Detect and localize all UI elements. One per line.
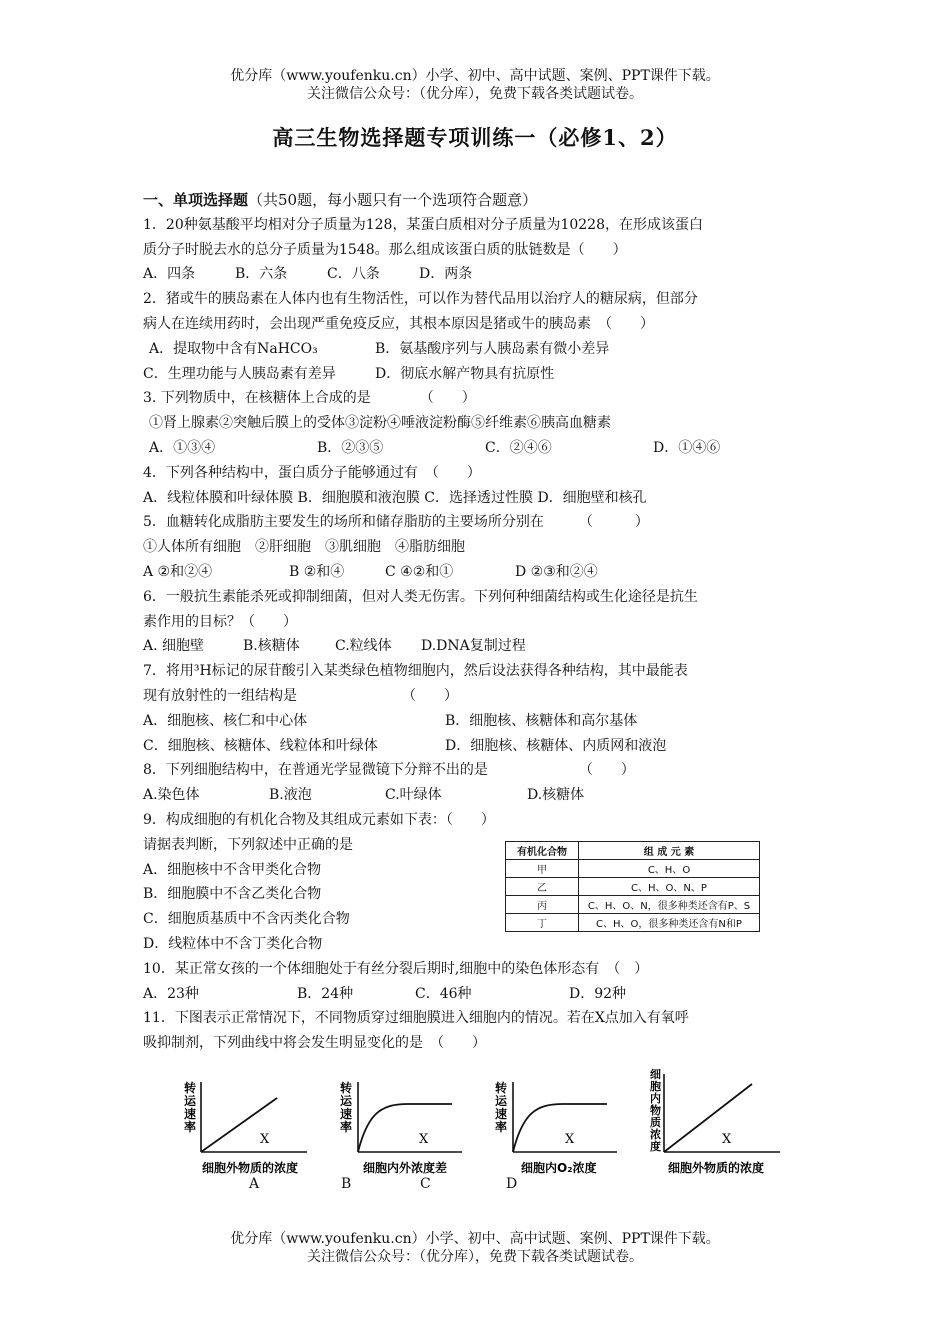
table-cell: 乙 — [506, 878, 579, 896]
q7-option-c: C．细胞核、核糖体、线粒体和叶绿体 — [143, 737, 378, 754]
graph-b-xlabel: 细胞内外浓度差 — [363, 1161, 448, 1175]
q7-options-row2 — [143, 734, 813, 759]
q8-option-b: B.液泡 — [269, 787, 312, 804]
header-line-2: 关注微信公众号：（优分库），免费下载各类试题试卷。 — [307, 86, 643, 102]
graph-a-letter: A — [249, 1176, 260, 1192]
q6-option-a: A. 细胞壁 — [143, 638, 205, 655]
q10-line1: 10．某正常女孩的一个体细胞处于有丝分裂后期时,细胞中的染色体形态有 （ ） — [143, 960, 649, 977]
q3-option-a: A．①③④ — [149, 439, 216, 456]
graph-a — [175, 1068, 320, 1192]
q5-option-c: C ④②和① — [385, 563, 454, 580]
graph-c-plot — [485, 1068, 630, 1180]
q2-line2: 病人在连续用药时，会出现严重免疫反应，其根本原因是猪或牛的胰岛素 （ ） — [143, 315, 654, 332]
q6-option-c: C.粒线体 — [335, 638, 392, 655]
graph-d-letter: D — [506, 1176, 518, 1192]
footer-line-2: 关注微信公众号：（优分库），免费下载各类试题试卷。 — [307, 1249, 643, 1265]
table-cell: 丙 — [506, 896, 579, 914]
q3-line1: 3. 下列物质中，在核糖体上合成的是 （ ） — [143, 390, 476, 407]
q10-options — [143, 982, 813, 1007]
q6-option-b: B.核糖体 — [243, 638, 300, 655]
section-label: 一、单项选择题 — [143, 191, 249, 209]
table-header-row — [506, 842, 760, 860]
q1-option-d: D．两条 — [419, 266, 473, 283]
q1-line1: 1．20种氨基酸平均相对分子质量为128，某蛋白质相对分子质量为10228，在形成该蛋白 — [143, 216, 703, 233]
footer-line-1: 优分库（www.youfenku.cn）小学、初中、高中试题、案例、PPT课件下载。 — [230, 1231, 720, 1247]
graph-a-xlabel: 细胞外物质的浓度 — [202, 1161, 299, 1175]
q8-line1: 8．下列细胞结构中，在普通光学显微镜下分辩不出的是 （ ） — [143, 762, 635, 779]
q3-option-d: D．①④⑥ — [653, 439, 721, 456]
graph-b-letter: B — [341, 1176, 352, 1192]
section-heading — [143, 188, 813, 213]
q7-line2: 现有放射性的一组结构是 （ ） — [143, 687, 458, 704]
graph-c-ylabel: 转运速率 — [495, 1081, 508, 1134]
q4-options: A．线粒体膜和叶绿体膜 B．细胞膜和液泡膜 C．选择透过性膜 D．细胞壁和核孔 — [143, 489, 647, 506]
q9-option-b: B．细胞膜中不含乙类化合物 — [143, 886, 322, 903]
q9-option-a: A．细胞核中不含甲类化合物 — [143, 861, 322, 878]
q5-line2: ①人体所有细胞 ②肝细胞 ③肌细胞 ④脂肪细胞 — [143, 539, 465, 556]
q1-option-b: B．六条 — [235, 266, 288, 283]
q3-line2: ①肾上腺素②突触后膜上的受体③淀粉④唾液淀粉酶⑤纤维素⑥胰高血糖素 — [149, 415, 611, 432]
table-cell: C、H、O — [579, 860, 760, 878]
q8-option-c: C.叶绿体 — [385, 787, 442, 804]
q1-option-a: A．四条 — [143, 266, 196, 283]
section-note: （共50题，每小题只有一个选项符合题意） — [248, 191, 538, 209]
q6-line2: 素作用的目标？（ ） — [143, 613, 297, 630]
table-cell: C、H、O，很多种类还含有N和P — [579, 914, 760, 932]
q6-options — [143, 634, 813, 659]
q5-options — [143, 560, 813, 585]
q9-composition-table — [505, 841, 760, 932]
graph-c-x-marker: X — [565, 1132, 575, 1147]
table-cell: C、H、O、N、P — [579, 878, 760, 896]
q1-option-c: C．八条 — [327, 266, 380, 283]
q10-option-a: A．23种 — [143, 985, 199, 1002]
table-cell: 甲 — [506, 860, 579, 878]
q10-option-b: B．24种 — [297, 985, 354, 1002]
q2-options-row2 — [143, 362, 813, 387]
q6-option-d: D.DNA复制过程 — [421, 638, 526, 655]
q7-options-row1 — [143, 709, 813, 734]
graph-c-xlabel: 细胞内O₂浓度 — [521, 1161, 597, 1175]
q1-line2: 质分子时脱去水的总分子质量为1548。那么组成该蛋白质的肽链数是（ ） — [143, 241, 627, 258]
q6-line1: 6．一般抗生素能杀死或抑制细菌，但对人类无伤害。下列何种细菌结构或生化途径是抗生 — [143, 588, 698, 605]
table-cell: C、H、O、N，很多种类还含有P、S — [579, 896, 760, 914]
q7-option-b: B．细胞核、核糖体和高尔基体 — [445, 712, 638, 729]
graph-c — [420, 1068, 630, 1192]
table-row — [506, 896, 760, 914]
table-header-cell: 组 成 元 素 — [579, 842, 760, 860]
q5-option-b: B ②和④ — [289, 563, 345, 580]
q7-option-d: D．细胞核、核糖体、内质网和液泡 — [445, 737, 667, 754]
q2-option-a: A．提取物中含有NaHCO₃ — [149, 340, 318, 357]
q2-options-row1 — [143, 337, 813, 362]
q11-graphs — [175, 1068, 795, 1198]
graph-a-ylabel: 转运速率 — [184, 1081, 197, 1134]
q5-line1: 5．血糖转化成脂肪主要发生的场所和储存脂肪的主要场所分别在 （ ） — [143, 514, 649, 531]
table-row — [506, 878, 760, 896]
q5-option-a: A ②和②④ — [143, 563, 213, 580]
q7-line1: 7．将用³H标记的尿苷酸引入某类绿色植物细胞内，然后设法获得各种结构，其中最能表 — [143, 663, 688, 680]
q9-option-c: C．细胞质基质中不含丙类化合物 — [143, 911, 350, 928]
graph-d-x-marker: X — [722, 1132, 732, 1147]
q4-line1: 4．下列各种结构中，蛋白质分子能够通过有 （ ） — [143, 464, 481, 481]
table-cell: 丁 — [506, 914, 579, 932]
graph-d-ylabel: 细胞内物质浓度 — [650, 1068, 661, 1153]
graph-a-plot — [175, 1068, 320, 1180]
q2-line1: 2．猪或牛的胰岛素在人体内也有生物活性，可以作为替代品用以治疗人的糖尿病，但部分 — [143, 291, 698, 308]
q8-option-a: A.染色体 — [143, 787, 200, 804]
table-row — [506, 914, 760, 932]
graph-b-x-marker: X — [419, 1132, 429, 1147]
q3-option-c: C．②④⑥ — [485, 439, 552, 456]
page-title: 高三生物选择题专项训练一（必修1、2） — [272, 125, 678, 150]
graph-c-curve — [513, 1104, 607, 1152]
header-line-1: 优分库（www.youfenku.cn）小学、初中、高中试题、案例、PPT课件下载。 — [230, 68, 720, 84]
q2-option-b: B．氨基酸序列与人胰岛素有微小差异 — [375, 340, 610, 357]
table-row — [506, 860, 760, 878]
q8-option-d: D.核糖体 — [527, 787, 585, 804]
q9-option-d: D．线粒体中不含丁类化合物 — [143, 935, 323, 952]
graph-a-x-marker: X — [260, 1132, 270, 1147]
q9-line2: 请据表判断，下列叙述中正确的是 — [143, 836, 353, 853]
graph-b-plot — [330, 1068, 475, 1180]
graph-b-curve — [358, 1104, 452, 1152]
table-header-cell: 有机化合物 — [506, 842, 579, 860]
q10-option-c: C．46种 — [415, 985, 472, 1002]
q3-option-b: B．②③⑤ — [317, 439, 384, 456]
q11-line1: 11．下图表示正常情况下，不同物质穿过细胞膜进入细胞内的情况。若在X点加入有氧呼 — [143, 1010, 689, 1027]
graph-b-ylabel: 转运速率 — [340, 1081, 353, 1134]
q2-option-d: D．彻底水解产物具有抗原性 — [375, 365, 555, 382]
graph-d-curve — [664, 1084, 752, 1152]
q10-option-d: D．92种 — [569, 985, 627, 1002]
q3-options — [143, 436, 813, 461]
q7-option-a: A．细胞核、核仁和中心体 — [143, 712, 308, 729]
graph-c-letter: C — [420, 1176, 431, 1192]
q8-options — [143, 783, 813, 808]
graph-b — [330, 1068, 475, 1192]
q11-line2: 吸抑制剂，下列曲线中将会发生明显变化的是 （ ） — [143, 1035, 486, 1052]
q1-options — [143, 262, 813, 287]
q9-line1: 9．构成细胞的有机化合物及其组成元素如下表：（ ） — [143, 811, 495, 828]
graph-d-plot — [640, 1062, 790, 1180]
q2-option-c: C．生理功能与人胰岛素有差异 — [143, 365, 336, 382]
graph-d-xlabel: 细胞外物质的浓度 — [668, 1161, 765, 1175]
q5-option-d: D ②③和②④ — [515, 563, 598, 580]
